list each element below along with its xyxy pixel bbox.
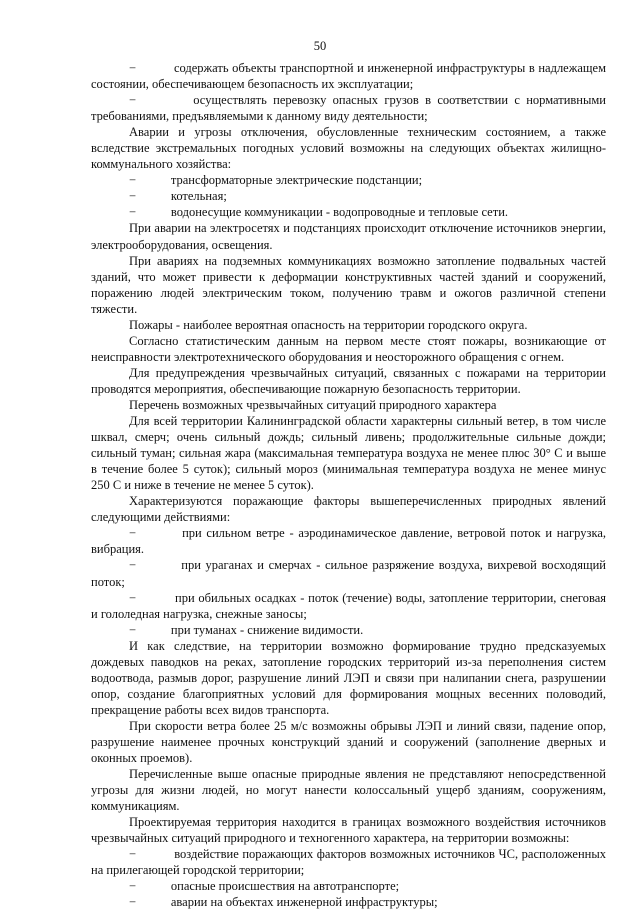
paragraph: Аварии и угрозы отключения, обусловленные техническим состоянием, а также вследствие экстремальных погодных условий возможны на следующих объектах жилищно-коммунального хозяйства: <box>91 125 606 172</box>
bullet-text: аварии на объектах инженерной инфраструктуры; <box>170 895 438 910</box>
paragraph: И как следствие, на территории возможно формирование трудно предсказуемых дождевых паводков на реках, затопление городских территорий из-за переполнения систем водоотвода, размыв дорог, разрушение линий ЛЭП и связи при налипании снега, разрушении опор, создание благоприятных условий для формирования мощных весенних половодий, прекращение работы всех видов транспорта. <box>91 638 606 717</box>
bullet-dash: − <box>129 61 137 75</box>
bullet-dash: − <box>129 93 137 108</box>
bullet-text: при обильных осадках - поток (течение) воды, затопление территории, снеговая и гололедная нагрузка, снежные заносы; <box>91 590 606 621</box>
bullet-text: при сильном ветре - аэродинамическое давление, ветровой поток и нагрузка, вибрация. <box>91 526 607 557</box>
paragraph: Перечень возможных чрезвычайных ситуаций природного характера <box>129 397 497 412</box>
bullet-dash: − <box>129 526 137 541</box>
bullet-item <box>91 878 606 894</box>
document-body <box>91 60 606 910</box>
bullet-item <box>91 60 606 92</box>
bullet-item <box>91 204 606 220</box>
bullet-text: при ураганах и смерчах - сильное разряжение воздуха, вихревой восходящий поток; <box>91 558 606 589</box>
bullet-item <box>91 172 606 188</box>
bullet-dash: − <box>129 847 137 862</box>
bullet-item <box>91 525 606 557</box>
bullet-text: опасные происшествия на автотранспорте; <box>170 879 400 894</box>
bullet-dash: − <box>129 189 137 204</box>
bullet-item <box>91 557 606 589</box>
bullet-item <box>91 846 606 878</box>
bullet-text: при туманах - снижение видимости. <box>170 622 364 637</box>
paragraph: Для всей территории Калининградской области характерны сильный ветер, в том числе шквал, смерч; очень сильный дождь; сильный ливень; продолжительные сильные дожди; сильный туман; сильная жара (максимальная температура воздуха не менее плюс 30° С и выше в течение более 5 суток); сильный мороз (минимальная температура воздуха не менее минус 250 С и ниже в течение не менее 5 суток). <box>91 414 606 493</box>
bullet-dash: − <box>129 558 137 573</box>
bullet-item <box>91 188 606 204</box>
bullet-dash: − <box>129 895 137 910</box>
bullet-dash: − <box>129 879 137 894</box>
bullet-dash: − <box>129 590 137 605</box>
bullet-item <box>91 590 606 622</box>
bullet-text: содержать объекты транспортной и инженерной инфраструктуры в надлежащем состоянии, обеспечивающем безопасность их эксплуатации; <box>91 61 607 92</box>
bullet-item <box>91 92 606 124</box>
bullet-dash: − <box>129 173 137 188</box>
bullet-dash: − <box>129 205 137 220</box>
paragraph: Проектируемая территория находится в границах возможного воздействия источников чрезвычайных ситуаций природного и техногенного характера, на территории возможны: <box>91 815 606 846</box>
paragraph: Пожары - наиболее вероятная опасность на территории городского округа. <box>129 317 528 332</box>
bullet-item <box>91 622 606 638</box>
page-number: 50 <box>313 39 327 53</box>
paragraph: Для предупреждения чрезвычайных ситуаций, связанных с пожарами на территории проводятся мероприятия, обеспечивающие пожарную безопасность территории. <box>91 365 606 396</box>
bullet-text: осуществлять перевозку опасных грузов в соответствии с нормативными требованиями, предъявляемыми к данному виду деятельности; <box>91 93 606 124</box>
bullet-text: воздействие поражающих факторов возможных источников ЧС, расположенных на прилегающей городской территории; <box>91 847 607 878</box>
paragraph: Согласно статистическим данным на первом месте стоят пожары, возникающие от неисправности электротехнического оборудования и неосторожного обращения с огнем. <box>91 333 606 364</box>
paragraph: Перечисленные выше опасные природные явления не представляют непосредственной угрозы для жизни людей, но могут нанести колоссальный ущерб зданиям, сооружениям, коммуникациям. <box>91 767 606 814</box>
bullet-text: трансформаторные электрические подстанции; <box>170 173 423 188</box>
paragraph: При аварии на электросетях и подстанциях происходит отключение источников энергии, электрооборудования, освещения. <box>91 221 606 252</box>
paragraph: При скорости ветра более 25 м/с возможны обрывы ЛЭП и линий связи, падение опор, разрушение наименее прочных конструкций зданий и сооружений (заполнение дверных и оконных проемов). <box>91 718 606 766</box>
bullet-text: водонесущие коммуникации - водопроводные и тепловые сети. <box>170 205 509 220</box>
bullet-text: котельная; <box>170 189 227 204</box>
bullet-dash: − <box>129 622 137 637</box>
paragraph: При авариях на подземных коммуникациях возможно затопление подвальных частей зданий, что может привести к деформации конструктивных частей зданий и сооружений, поражению людей электрическим током, получению травм и ожогов различной степени тяжести. <box>91 253 606 316</box>
bullet-item <box>91 894 606 910</box>
paragraph: Характеризуются поражающие факторы вышеперечисленных природных явлений следующими действиями: <box>91 494 606 525</box>
